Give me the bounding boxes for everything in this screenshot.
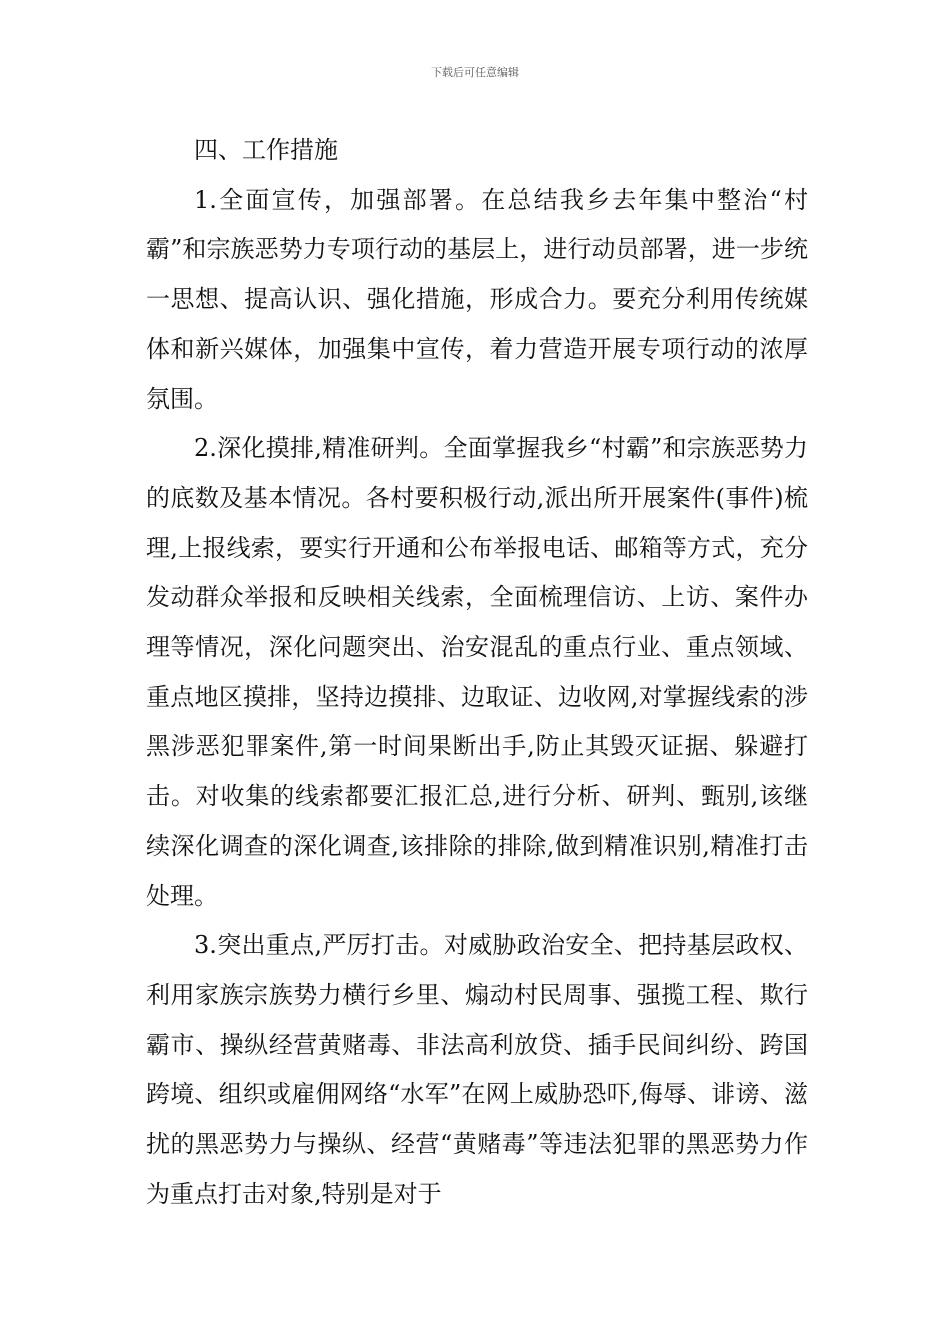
paragraph-2: 2.深化摸排,精准研判。全面掌握我乡“村霸”和宗族恶势力的底数及基本情况。各村要积极行动,派出所开展案件(事件)梳理,上报线索，要实行开通和公布举报电话、邮箱等方式，充分发动群众举报和反映相关线索，全面梳理信访、上访、案件办理等情况，深化问题突出、治安混乱的重点行业、重点领域、重点地区摸排，坚持边摸排、边取证、边收网,对掌握线索的涉黑涉恶犯罪案件,第一时间果断出手,防止其毁灭证据、躲避打击。对收集的线索都要汇报汇总,进行分析、研判、甄别,该继续深化调查的深化调查,该排除的排除,做到精准识别,精准打击处理。 bbox=[146, 434, 808, 910]
page-header-note: 下载后可任意编辑 bbox=[431, 66, 519, 79]
paragraph-3: 3.突出重点,严厉打击。对威胁政治安全、把持基层政权、利用家族宗族势力横行乡里、煽动村民周事、强揽工程、欺行霸市、操纵经营黄赌毒、非法高利放贷、插手民间纠纷、跨国跨境、组织或雇佣网络“水军”在网上威胁恐吓,侮辱、诽谤、滋扰的黑恶势力与操纵、经营“黄赌毒”等违法犯罪的黑恶势力作为重点打击对象,特别是对于 bbox=[146, 931, 808, 1208]
paragraph-1: 1.全面宣传，加强部署。在总结我乡去年集中整治“村霸”和宗族恶势力专项行动的基层上，进行动员部署，进一步统一思想、提高认识、强化措施，形成合力。要充分利用传统媒体和新兴媒体，加强集中宣传，着力营造开展专项行动的浓厚氛围。 bbox=[146, 185, 808, 413]
section-heading: 四、工作措施 bbox=[194, 136, 338, 164]
document-body bbox=[146, 126, 808, 1219]
